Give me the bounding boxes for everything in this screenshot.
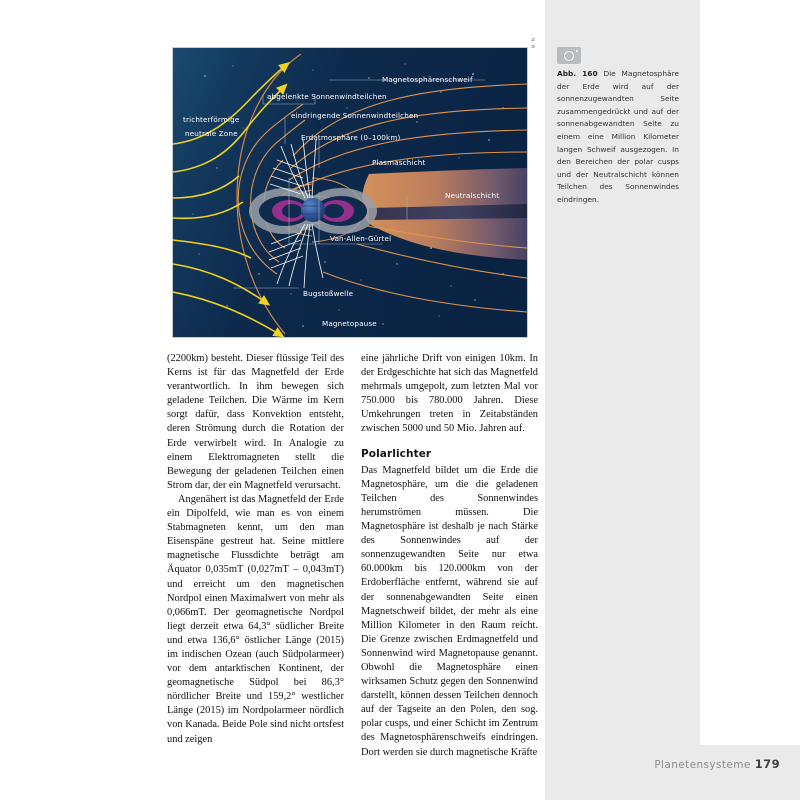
page-number: 179 xyxy=(754,757,780,771)
figure-label-abgelenkte-sonnenwindteilchen: abgelenkte Sonnenwindteilchen xyxy=(267,92,387,101)
paragraph: Angenähert ist das Magnetfeld der Erde ein Dipolfeld, wie man es von einem Stabmagneten kennt, um den man Eisenspäne gestreut hat. Seine mittlere magnetische Flussdichte beträgt am Äquator 0,035mT (0,027mT – 0,043mT) und erreicht um den magnetischen Nordpol einen Maximalwert von mehr als 0,066mT. Der geomagnetische Nordpol liegt derzeit etwa 64,3° südlicher Breite und etwa 136,6° östlicher Länge (2015) im indischen Ozean (auch Südpolarmeer) vor dem antarktischen Kontinent, der geomagnetische Südpol bei 86,3° nördlicher Breite und 159,2° westlicher Länge (2015) im Nordpolarmeer nördlich von Kanada. Beide Pole sind nicht ortsfest und zeigen xyxy=(167,493,344,745)
figure-magnetosphere xyxy=(172,47,528,338)
figure-caption-text: Die Magnetosphäre der Erde wird auf der sonnenzugewandten Seite zusammengedrückt und auf der sonnenabgewandten Seite zu einem eine Million Kilometer langen Schweif ausgezogen. In den Bereichen der polar cusps und der Neutralschicht können Teilchen des Sonnenwindes eindringen. xyxy=(557,69,679,204)
figure-label-erdatmosphaere: Erdatmosphäre (0–100km) xyxy=(301,133,401,142)
figure-label-plasmaschicht: Plasmaschicht xyxy=(372,158,426,167)
figure-label-bugstosswelle: Bugstoßwelle xyxy=(303,289,354,298)
paragraph: eine jährliche Drift von einigen 10km. In der Erdgeschichte hat sich das Magnetfeld mehrmals umgepolt, zum letzten Mal vor 750.000 bis 780.000 Jahren. Diese Umkehrungen treten in Zeitabständen zwischen 5000 und 50 Mio. Jahren auf. xyxy=(361,353,538,435)
figure-label-van-allen-guertel: Van-Allen-Gürtel xyxy=(330,234,392,243)
figure-label-trichterfoermige: trichterförmige xyxy=(183,115,240,124)
section-heading-polarlichter: Polarlichter xyxy=(361,447,432,460)
paragraph: (2200km) besteht. Dieser flüssige Teil des Kerns ist für das Magnetfeld der Erde verantwortlich. In ihm bewegen sich geladene Teilchen. Die Wärme im Kern sorgt dafür, dass Konvektion entsteht, deren Strömung durch die Rotation der Erde verwirbelt wird. In Analogie zu einem Elektromagneten stellt die Bewegung der geladenen Teilchen einen Strom dar, der ein Magnetfeld verursacht. xyxy=(167,353,344,491)
earth-globe xyxy=(301,198,325,222)
paragraph: Das Magnetfeld bildet um die Erde die Magnetosphäre, um die die geladenen Teilchen des Sonnenwindes herumströmen müssen. Die Magnetosphäre ist deshalb je nach Stärke des Sonnenwindes auf der sonnenzugewandten Seite nur etwa 60.000km bis 120.000km von der Erdoberfläche entfernt, während sie auf der sonnenabgewandten Seite einen Magnetschweif bildet, der mehr als eine Million Kilometer in den Raum reicht. Die Grenze zwischen Erdmagnetfeld und Sonnenwind wird Magnetopause genannt. Obwohl die Magnetosphäre einen wirksamen Schutz gegen den Sonnenwind darstellt, können dessen Teilchen dennoch auf der Tagseite an den Polen, den sog. polar cusps, und einer Schicht im Zentrum des Magnetosphärenschweifs eindringen. Dort werden sie durch magnetische Kräfte xyxy=(361,464,538,758)
figure-label-eindringende-sonnenwindteilchen: eindringende Sonnenwindteilchen xyxy=(291,111,419,120)
body-column-left xyxy=(167,352,344,747)
figure-credit: M. M. xyxy=(531,36,536,48)
figure-label-magnetosphaerenschweif: Magnetosphärenschweif xyxy=(382,75,473,84)
body-column-right xyxy=(361,352,538,760)
camera-flash-icon xyxy=(576,50,578,52)
footer-section-label: Planetensysteme xyxy=(654,759,751,771)
figure-label-magnetopause: Magnetopause xyxy=(322,319,377,328)
camera-icon xyxy=(557,47,581,64)
figure-caption-number: Abb. 160 xyxy=(557,69,598,78)
footer xyxy=(545,757,780,777)
camera-lens-icon xyxy=(564,51,574,61)
figure-label-neutrale-zone: neutrale Zone xyxy=(185,129,238,138)
figure-caption xyxy=(557,68,679,207)
figure-label-neutralschicht: Neutralschicht xyxy=(445,191,500,200)
